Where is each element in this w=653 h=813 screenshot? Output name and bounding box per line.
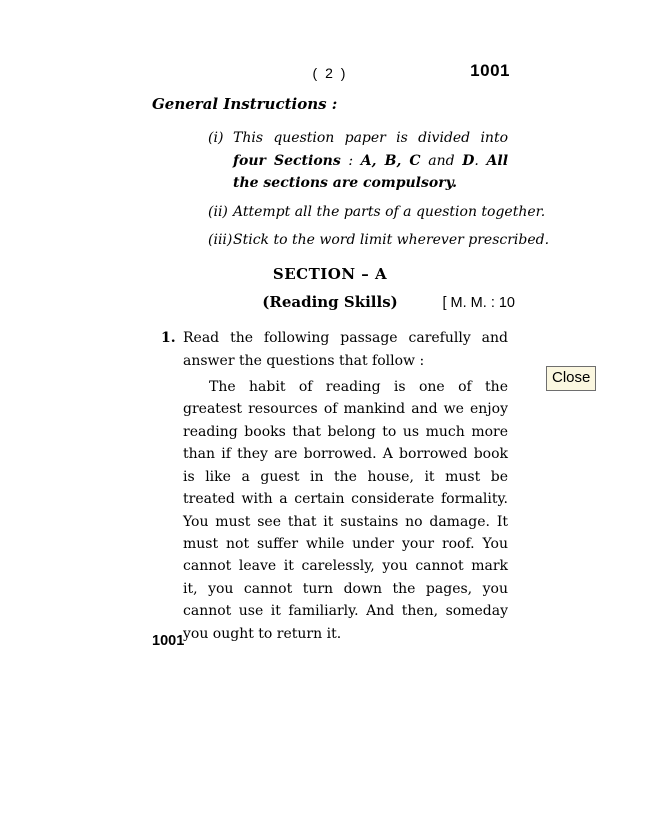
instruction-text-segment: All the sections are compulsory.	[233, 152, 509, 192]
general-instructions-heading: General Instructions :	[152, 95, 338, 113]
instruction-item-2	[152, 201, 546, 223]
section-subtitle-row	[152, 291, 515, 313]
question-1-prompt	[152, 327, 508, 372]
section-title: SECTION – A	[272, 265, 388, 284]
instruction-text-segment: A, B, C	[360, 152, 421, 169]
paper-code-bottom: 1001	[152, 633, 185, 649]
paper-code-top: 1001	[470, 61, 510, 80]
page-number: ( 2 )	[312, 65, 348, 81]
instruction-text-segment: This question paper is divided into	[233, 130, 508, 147]
instruction-text-segment: .	[474, 152, 487, 169]
question-prompt-text: Read the following passage carefully and answer the questions that follow :	[183, 330, 508, 369]
max-marks-label: [ M. M. : 10	[442, 294, 515, 311]
instruction-marker-3: (iii)	[208, 232, 233, 249]
instruction-marker-1: (i)	[208, 130, 224, 147]
instruction-item-3	[152, 229, 550, 251]
instruction-text-segment: :	[340, 152, 361, 169]
instruction-text-segment: four Sections	[233, 152, 341, 169]
instruction-text-segment: Stick to the word limit wherever prescribed.	[233, 232, 550, 249]
close-button[interactable]: Close	[546, 366, 596, 391]
instruction-marker-2: (ii)	[208, 203, 228, 220]
instruction-text-segment: and	[420, 152, 463, 169]
question-paper-content	[152, 61, 550, 645]
page-header	[152, 62, 508, 81]
instruction-item-1	[152, 127, 508, 194]
question-number: 1.	[161, 330, 176, 347]
instruction-text-segment: Attempt all the parts of a question together.	[233, 203, 546, 220]
reading-passage: The habit of reading is one of the greatest resources of mankind and we enjoy reading books that belong to us much more than if they are borrowed. A borrowed book is like a guest in the house, it must be treated with a certain considerate formality. You must see that it sustains no damage. It must not suffer while under your roof. You cannot leave it carelessly, you cannot mark it, you cannot turn down the pages, you cannot use it familiarly. And then, someday you ought to return it.	[183, 379, 508, 642]
instruction-text-segment: D	[462, 152, 475, 169]
section-subtitle: (Reading Skills)	[262, 292, 398, 311]
